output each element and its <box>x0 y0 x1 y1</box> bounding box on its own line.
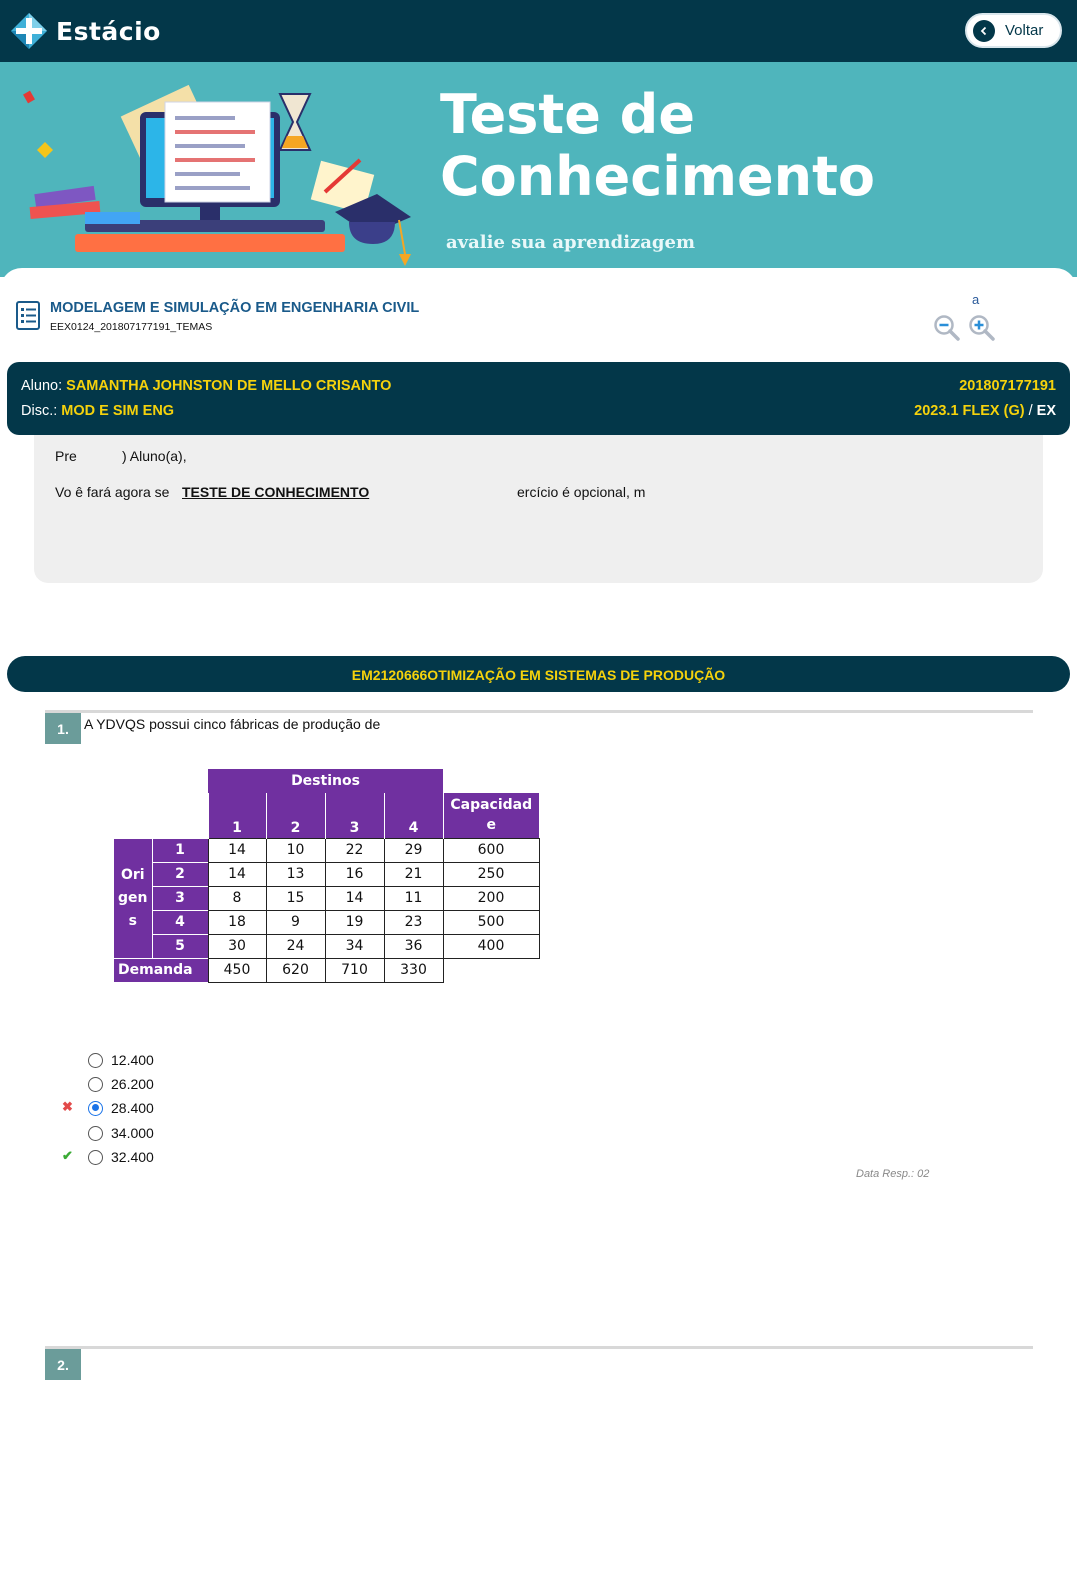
student-name-row <box>21 378 391 394</box>
answer-option-label: 26.200 <box>111 1076 154 1092</box>
answer-option[interactable] <box>88 1148 154 1166</box>
test-link[interactable]: TESTE DE CONHECIMENTO <box>182 484 370 500</box>
intro-message <box>34 435 1043 583</box>
discipline-row <box>21 403 174 419</box>
discipline-label: Disc.: <box>21 403 58 419</box>
cost-cell: 23 <box>384 910 443 934</box>
origin-label: 5 <box>152 934 208 958</box>
radio-button[interactable] <box>88 1150 103 1165</box>
hero-title <box>440 84 1000 208</box>
destinos-header: Destinos <box>208 769 443 793</box>
wrong-answer-icon: ✖ <box>62 1099 73 1114</box>
cost-cell: 18 <box>208 910 266 934</box>
cost-cell: 21 <box>384 862 443 886</box>
origin-label: 4 <box>152 910 208 934</box>
capacity-cell: 200 <box>443 886 539 910</box>
question-number: 2. <box>45 1349 81 1380</box>
cost-cell: 14 <box>208 838 266 862</box>
hero-subtitle: avalie sua aprendizagem <box>446 232 695 253</box>
answer-option[interactable] <box>88 1051 154 1069</box>
section-title: EM2120666OTIMIZAÇÃO EM SISTEMAS DE PRODUÇÃO <box>7 656 1070 692</box>
answer-option-label: 34.000 <box>111 1125 154 1141</box>
cost-cell: 19 <box>325 910 384 934</box>
response-date: Data Resp.: 02 <box>856 1168 930 1180</box>
cost-cell: 11 <box>384 886 443 910</box>
capacity-cell: 400 <box>443 934 539 958</box>
transport-table <box>114 769 540 983</box>
back-button-label: Voltar <box>1005 22 1044 39</box>
dest-header: 2 <box>266 793 325 838</box>
course-title: MODELAGEM E SIMULAÇÃO EM ENGENHARIA CIVIL <box>50 300 420 316</box>
chevron-left-icon <box>973 20 995 42</box>
demand-cell: 620 <box>266 958 325 982</box>
table-spacer <box>114 793 152 838</box>
top-bar <box>0 0 1077 62</box>
study-illustration-icon <box>15 72 435 272</box>
student-name: SAMANTHA JOHNSTON DE MELLO CRISANTO <box>66 378 392 394</box>
zoom-out-icon[interactable] <box>933 314 961 342</box>
capacity-header <box>443 793 539 838</box>
cost-cell: 14 <box>208 862 266 886</box>
answer-option-label: 32.400 <box>111 1149 154 1165</box>
demand-cell: 710 <box>325 958 384 982</box>
discipline-name: MOD E SIM ENG <box>61 403 175 419</box>
dest-header: 3 <box>325 793 384 838</box>
cost-cell: 36 <box>384 934 443 958</box>
brand-name: Estácio <box>56 16 161 46</box>
question-divider <box>45 710 1033 713</box>
origins-header <box>114 838 152 958</box>
period-separator: / <box>1028 403 1033 419</box>
cost-cell: 9 <box>266 910 325 934</box>
radio-button[interactable] <box>88 1053 103 1068</box>
origin-label: 3 <box>152 886 208 910</box>
greeting-part-2: ) Aluno(a), <box>122 448 187 464</box>
origin-label: 1 <box>152 838 208 862</box>
capacity-header-part1: Capacidad <box>450 797 533 814</box>
cost-cell: 13 <box>266 862 325 886</box>
origin-label: 2 <box>152 862 208 886</box>
capacity-cell: 500 <box>443 910 539 934</box>
question-number: 1. <box>45 713 81 744</box>
greeting-part-1: Pre <box>55 448 77 464</box>
origins-header-part3: s <box>128 912 137 929</box>
instruction-part-2: ercício é opcional, m <box>517 484 646 500</box>
cost-cell: 22 <box>325 838 384 862</box>
dest-header: 4 <box>384 793 443 838</box>
font-size-label: a <box>972 292 980 307</box>
student-registration: 201807177191 <box>959 378 1056 394</box>
question-text: A YDVQS possui cinco fábricas de produção de <box>84 716 381 732</box>
cost-cell: 14 <box>325 886 384 910</box>
hero-banner <box>0 62 1077 277</box>
cost-cell: 24 <box>266 934 325 958</box>
period: 2023.1 FLEX (G) <box>914 403 1025 419</box>
demand-cell: 450 <box>208 958 266 982</box>
answer-option[interactable] <box>88 1075 154 1093</box>
radio-button-selected[interactable] <box>88 1101 103 1116</box>
demand-cell: 330 <box>384 958 443 982</box>
dest-header: 1 <box>208 793 266 838</box>
origins-header-part1: Ori <box>120 866 145 883</box>
back-button[interactable] <box>965 13 1062 48</box>
cost-cell: 15 <box>266 886 325 910</box>
answer-option-label: 28.400 <box>111 1100 154 1116</box>
document-list-icon <box>14 300 42 332</box>
cost-cell: 34 <box>325 934 384 958</box>
answer-option-label: 12.400 <box>111 1052 154 1068</box>
answer-option[interactable] <box>88 1099 154 1117</box>
period-suffix: EX <box>1036 403 1056 419</box>
student-label: Aluno: <box>21 378 63 394</box>
instruction-part-1: Vo ê fará agora se <box>55 484 170 500</box>
cost-cell: 30 <box>208 934 266 958</box>
cost-cell: 8 <box>208 886 266 910</box>
radio-button[interactable] <box>88 1077 103 1092</box>
correct-answer-icon: ✔ <box>62 1148 73 1163</box>
estacio-logo[interactable] <box>10 12 161 50</box>
cost-cell: 16 <box>325 862 384 886</box>
table-spacer <box>152 793 208 838</box>
question-divider <box>45 1346 1033 1349</box>
table-spacer <box>443 769 539 793</box>
hero-title-line2: Conhecimento <box>440 145 876 208</box>
table-spacer <box>114 769 152 793</box>
course-code: EEX0124_201807177191_TEMAS <box>50 321 213 333</box>
capacity-cell: 600 <box>443 838 539 862</box>
table-spacer <box>443 958 539 982</box>
period-row <box>914 403 1056 419</box>
radio-button[interactable] <box>88 1126 103 1141</box>
cost-cell: 10 <box>266 838 325 862</box>
student-info-bar <box>7 362 1070 435</box>
origins-header-part2: gen <box>118 889 148 906</box>
answer-option[interactable] <box>88 1124 154 1142</box>
table-spacer <box>152 769 208 793</box>
hero-title-line1: Teste de <box>440 83 695 146</box>
demand-label: Demanda <box>114 958 208 982</box>
cost-cell: 29 <box>384 838 443 862</box>
estacio-logo-icon <box>10 12 48 50</box>
capacity-cell: 250 <box>443 862 539 886</box>
capacity-header-part2: e <box>486 817 496 834</box>
zoom-in-icon[interactable] <box>968 314 996 342</box>
